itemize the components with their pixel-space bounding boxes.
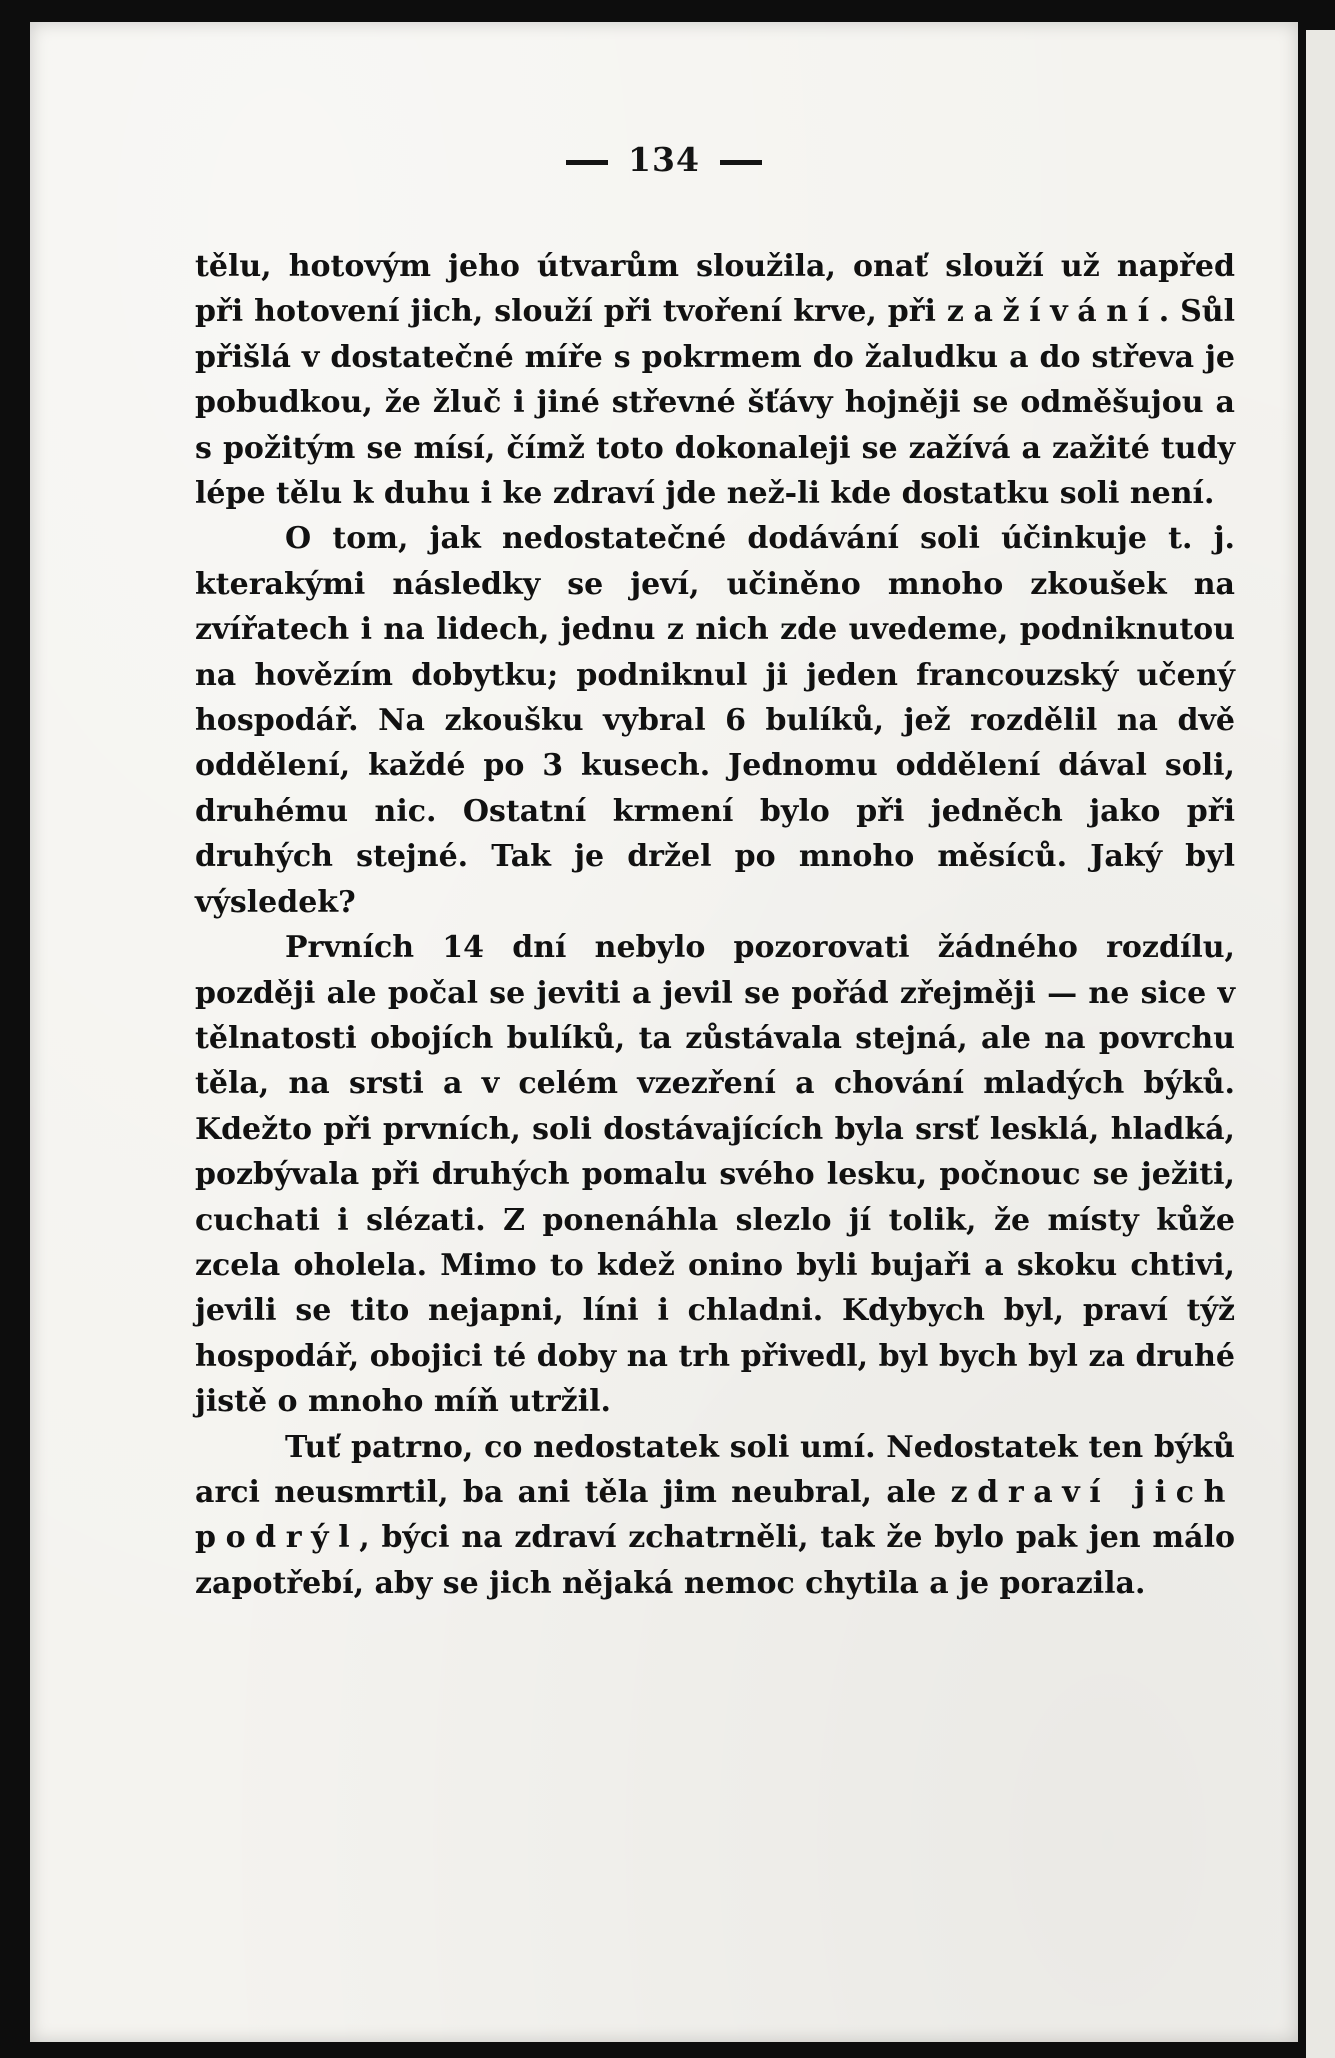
adjacent-page-edge — [1306, 30, 1335, 2058]
paragraph-1 — [195, 244, 1235, 516]
paragraph-2: O tom, jak nedostatečné dodávání soli účinkuje t. j. kterakými následky se jeví, učiněno mnoho zkoušek na zvířatech i na lidech, jednu z nich zde uvedeme, podniknutou na hovězím dobytku; podniknul ji jeden francouzský učený hospodář. Na zkoušku vybral 6 bulíků, jež rozdělil na dvě oddělení, každé po 3 kusech. Jednomu oddělení dával soli, druhému nic. Ostatní krmení bylo při jedněch jako při druhých stejné. Tak je držel po mnoho měsíců. Jaký byl výsledek? — [195, 521, 1235, 920]
folio-dash-right — [720, 160, 762, 165]
paragraph-3: Prvních 14 dní nebylo pozorovati žádného rozdílu, později ale počal se jeviti a jevil se pořád zřejměji — ne sice v tělnatosti obojích bulíků, ta zůstávala stejná, ale na povrchu těla, na srsti a v celém vzezření a chování mladých býků. Kdežto při prvních, soli dostávajících byla srsť lesklá, hladká, pozbývala při druhých pomalu svého lesku, počnouc se ježiti, cuchati i slézati. Z ponenáhla slezlo jí tolik, že místy kůže zcela oholela. Mimo to kdež onino byli bujaři a skoku chtivi, jevili se tito nejapni, líni i chladni. Kdybych byl, praví týž hospodář, obojici té doby na trh přivedl, byl bych byl za druhé jistě o mnoho míň utržil. — [195, 930, 1235, 1420]
paragraph-4 — [195, 1425, 1235, 1607]
page-number: 134 — [628, 140, 700, 179]
book-page — [30, 22, 1298, 2042]
page-number-header — [30, 140, 1298, 179]
paragraph-1-text-a: tělu, hotovým jeho útvarům sloužila, onať slouží už napřed při hotovení jich, slouží při tvoření krve, při — [195, 249, 1235, 330]
paragraph-4-text-a: Tuť patrno, co nedostatek soli umí. Nedostatek ten býků arci neusmrtil, ba ani těla jim neubral, ale — [195, 1429, 1235, 1510]
paragraph-1-text-b: . Sůl přišlá v dostatečné míře s pokrmem do žaludku a do střeva je pobudkou, že žluč i jiné střevné šťávy hojněji se odměšujou a s požitým se mísí, čímž toto dokonaleji se zažívá a zažité tudy lépe tělu k duhu i ke zdraví jde než-li kde dostatku soli není. — [195, 294, 1235, 512]
body-text — [195, 244, 1235, 1606]
paragraph-1-spaced-word: zažívání — [946, 294, 1159, 330]
folio-dash-left — [566, 160, 608, 165]
paragraph-4-text-b: , býci na zdraví zchatrněli, tak že bylo pak jen málo zapotřebí, aby se jich nějaká nemoc chytila a je porazila. — [195, 1520, 1235, 1601]
paragraph-4-spaced-phrase: zdraví jich podrýl — [195, 1474, 1235, 1556]
